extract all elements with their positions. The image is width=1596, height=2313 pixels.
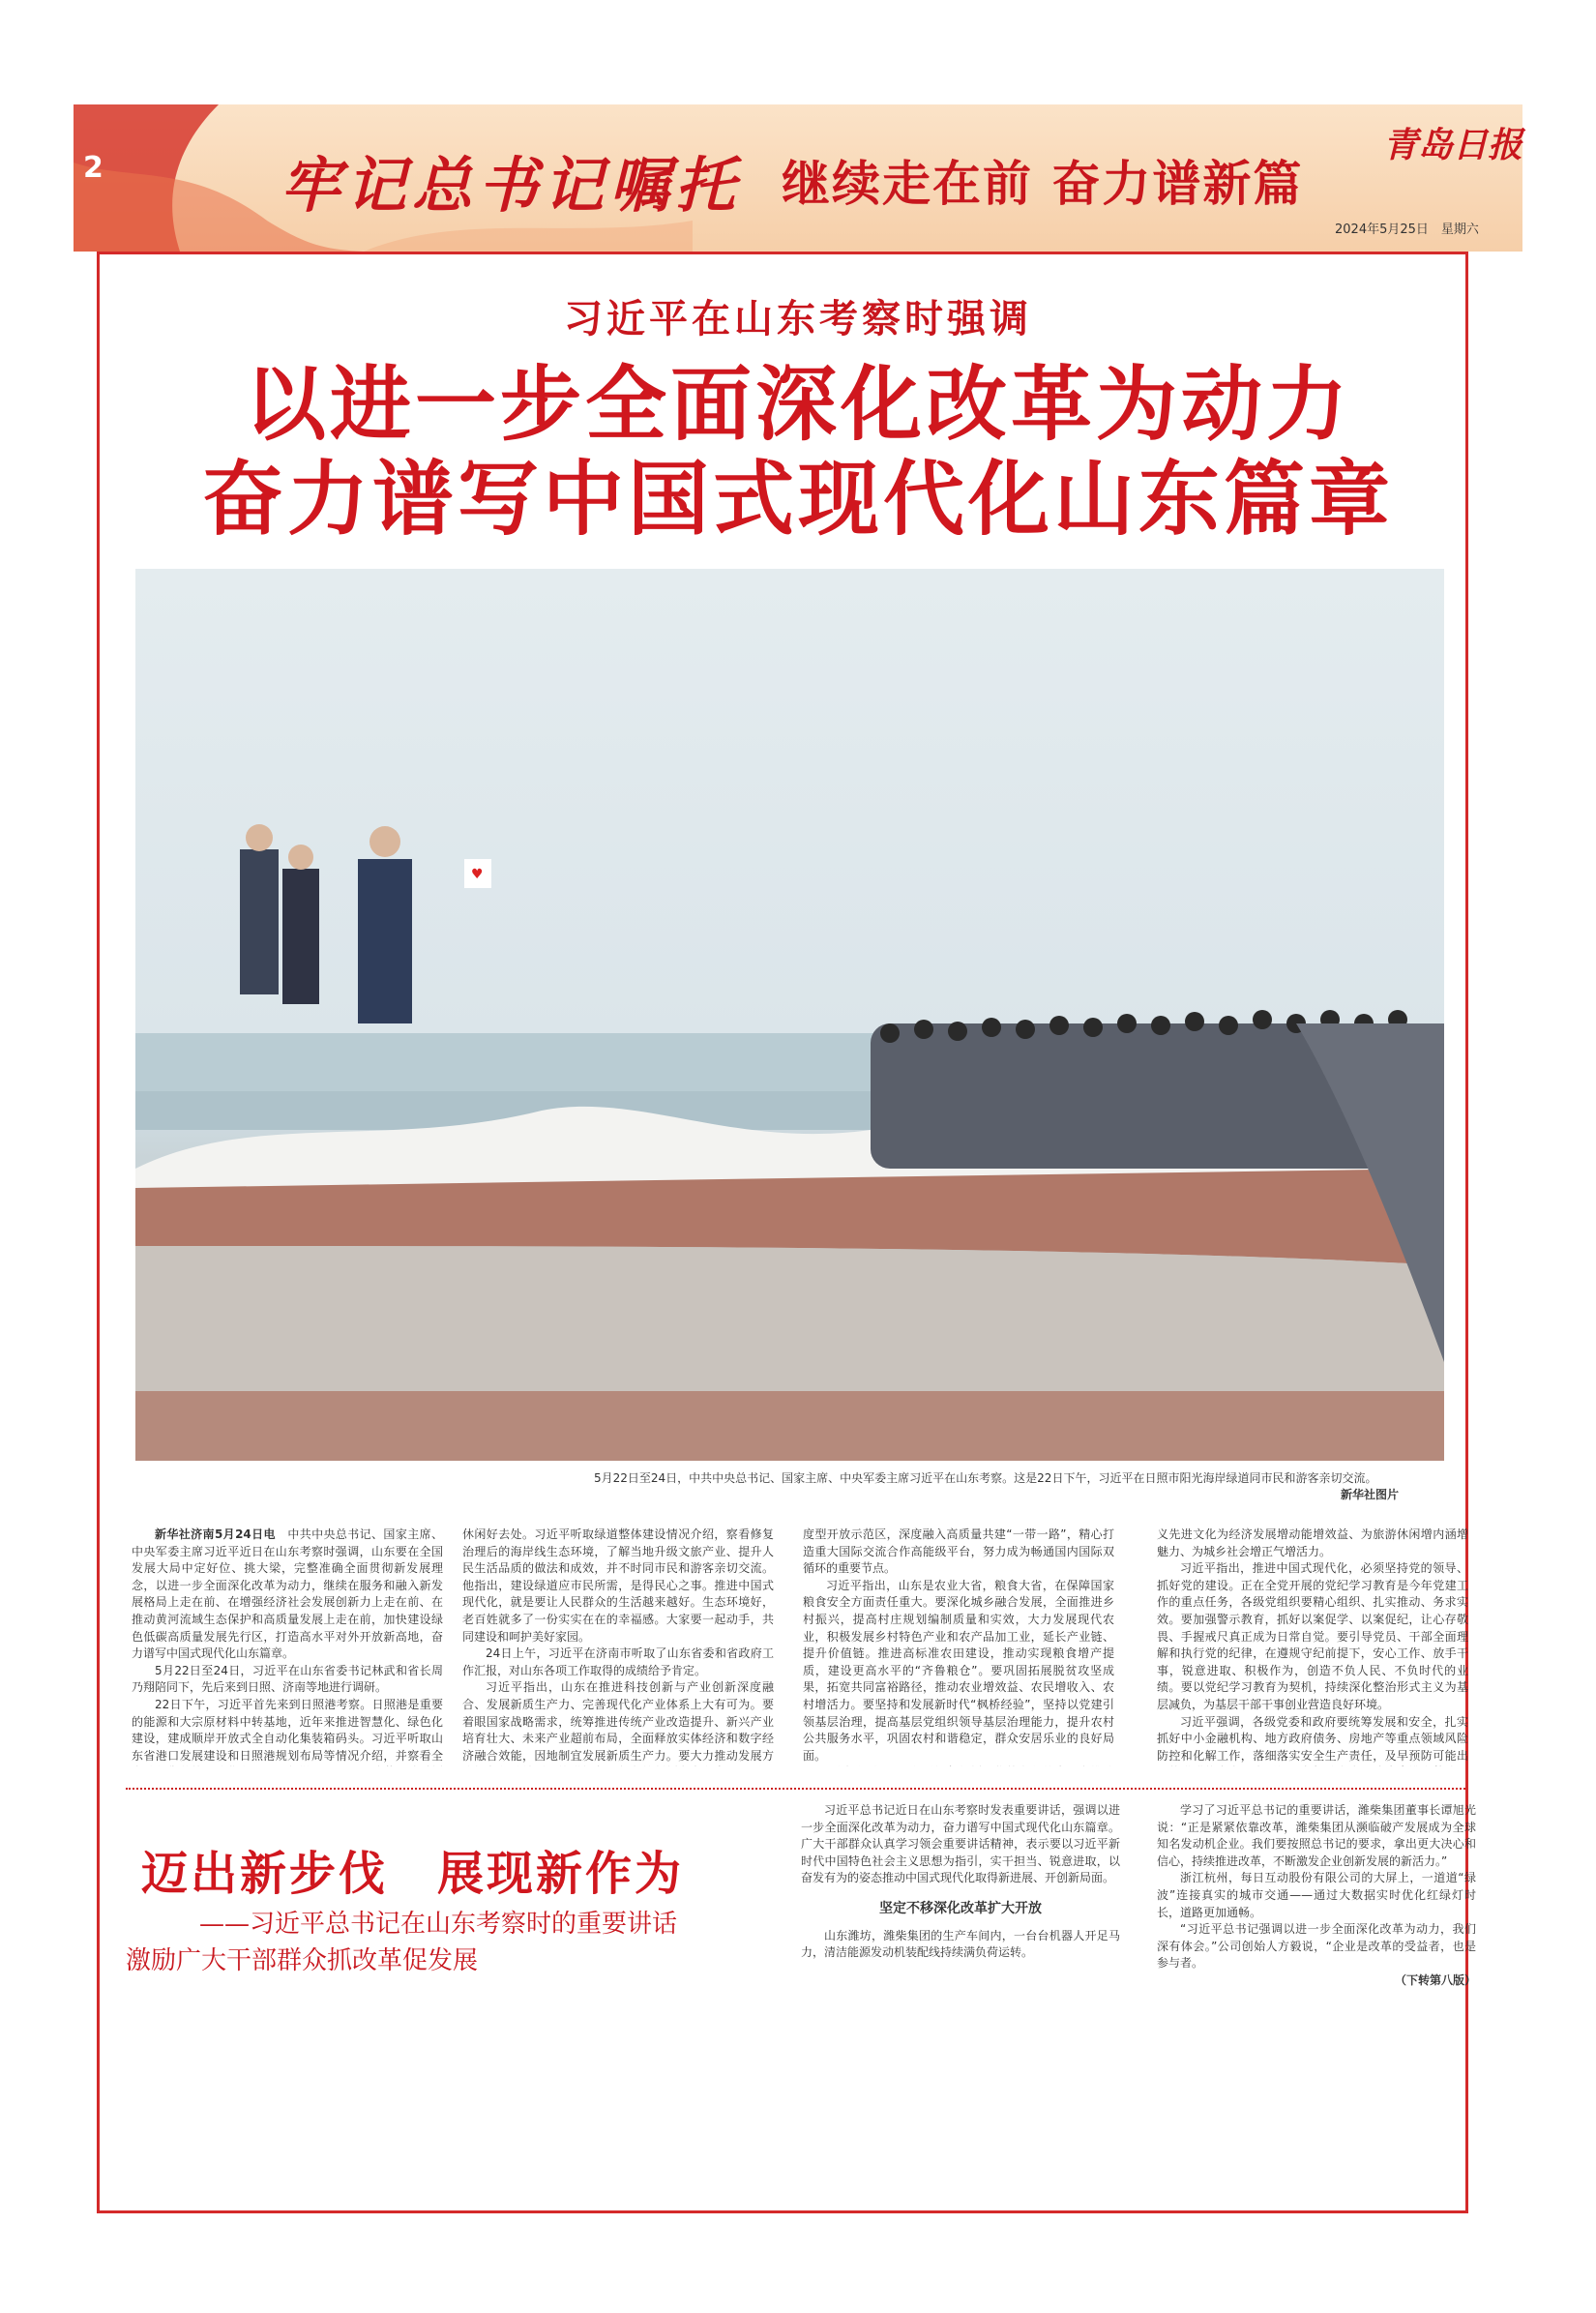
- paragraph: 22日下午，习近平首先来到日照港考察。日照港是重要的能源和大宗原材料中转基地，近年来推进智慧化、绿色化建设，建成顺岸开放式全自动化集装箱码头。习近平听取山东省港口发展建设和日照港规划布局等情况介绍，并察看全: [132, 1697, 443, 1763]
- paragraph: 习近平指出，山东是农业大省，粮食大省，在保障国家粮食安全方面责任重大。要深化城乡融合发展，全面推进乡村振兴，提高村庄规划编制质量和实效，大力发展现代农业，积极发展乡村特色产业和农产品加工业，延长产业链、提升价值链。推进高标准农田建设，推动实现粮食增产提质，建设更高水平的“齐鲁粮仓”。要巩固拓展脱贫攻坚成果，拓宽共同富裕路径，推动农业增效益、农民增收入、农村增活力。要坚持和发展新时代“枫桥经验”，坚持以党建引领基层治理，提高基层党组织领导基层治理能力，提升农村公共服务水平，巩固农村和谐稳定，群众安居乐业的良好局面。: [803, 1578, 1114, 1763]
- feature-title: 迈出新步伐 展现新作为: [141, 1847, 685, 1901]
- paragraph: 休闲好去处。习近平听取绿道整体建设情况介绍，察看修复治理后的海岸线生态环境，了解当地升级文旅产业、提升人民生活品质的做法和成效，并不时同市民和游客亲切交流。他指出，建设绿道应市民所需，是得民心之事。推进中国式现代化，就是要让人民群众的生活越来越好。生态环境好，老百姓就多了一份实实在在的幸福感。大家要一起动手，共同建设和呵护美好家园。: [462, 1527, 774, 1644]
- issue-date: 2024年5月25日 星期六: [1335, 222, 1479, 237]
- frame-border-left: [97, 252, 100, 2213]
- paragraph: 学习了习近平总书记的重要讲话，潍柴集团董事长谭旭光说：“正是紧紧依靠改革，潍柴集团从濒临破产发展成为全球知名发动机企业。我们要按照总书记的要求，拿出更大决心和信心，持续推进改革，不断激发企业创新发展的新活力。”: [1157, 1803, 1476, 1868]
- frame-border-bottom: [97, 2210, 1468, 2213]
- paragraph: 新华社济南5月24日电 中共中央总书记、国家主席、中央军委主席习近平近日在山东考察时强调，山东要在全国发展大局中定好位、挑大梁，完整准确全面贯彻新发展理念，以进一步全面深化改革为动力，继续在服务和融入新发展格局上走在前、在增强经济社会发展创新力上走在前、在推动黄河流域生态保护和高质量发展上走在前，加快建设绿色低碳高质量发展先行区，打造高水平对外开放新高地，奋力谱写中国式现代化山东篇章。: [132, 1527, 443, 1661]
- lead-photo: [135, 569, 1444, 1461]
- paragraph: 义先进文化为经济发展增动能增效益、为旅游休闲增内涵增魅力、为城乡社会增正气增活力。: [1157, 1527, 1468, 1558]
- paragraph: 24日上午，习近平在济南市听取了山东省委和省政府工作汇报，对山东各项工作取得的成绩给予肯定。: [462, 1646, 774, 1677]
- paragraph: [803, 1764, 1114, 1766]
- frame-border-top: [97, 252, 1468, 254]
- section-calligraphy-title: 牢记总书记嘱托: [281, 150, 742, 221]
- body-column-3: [803, 1527, 1114, 1766]
- paragraph: 度型开放示范区，深度融入高质量共建“一带一路”，精心打造重大国际交流合作高能级平台，努力成为畅通国内国际双循环的重要节点。: [803, 1527, 1114, 1576]
- page-number: 2: [83, 151, 103, 185]
- paragraph: 习近平总书记近日在山东考察时发表重要讲话，强调以进一步全面深化改革为动力，奋力谱写中国式现代化山东篇章。广大干部群众认真学习领会重要讲话精神，表示要以习近平新时代中国特色社会主义思想为指引，实干担当、锐意进取，以奋发有为的姿态推动中国式现代化取得新进展、开创新局面。: [801, 1803, 1120, 1885]
- feature-subtitle-2: 激励广大干部群众抓改革促发展: [126, 1946, 479, 1975]
- body-column-1: [132, 1527, 443, 1766]
- section-slogan: 继续走在前 奋力谱新篇: [782, 155, 1304, 212]
- newspaper-masthead: 青岛日报: [1383, 125, 1523, 165]
- svg-text:♥: ♥: [471, 867, 484, 882]
- feature-subtitle: ——习近平总书记在山东考察时的重要讲话: [199, 1910, 678, 1939]
- photo-caption: 5月22日至24日，中共中央总书记、国家主席、中央军委主席习近平在山东考察。这是22日下午，习近平在日照市阳光海岸绿道同市民和游客亲切交流。: [594, 1471, 1377, 1485]
- body-column-4: [1157, 1527, 1468, 1766]
- feature-column-2: [1157, 1802, 1476, 2199]
- article-title-line1: 以进一步全面深化改革为动力: [244, 356, 1351, 452]
- paragraph: 习近平强调，各级党委和政府要统筹发展和安全，扎实抓好中小金融机构、地方政府债务、房地产等重点领域风险防控和化解工作，落细落实安全生产责任，及早预防可能出: [1157, 1714, 1468, 1763]
- article-title-line2: 奋力谱写中国式现代化山东篇章: [201, 451, 1394, 547]
- body-column-2: [462, 1527, 774, 1766]
- photo-credit: 新华社图片: [1341, 1488, 1400, 1501]
- continued-note: （下转第八版）: [1394, 1972, 1476, 1987]
- paragraph: 浙江杭州，每日互动股份有限公司的大屏上，一道道“绿波”连接真实的城市交通——通过大数据实时优化红绿灯时长，道路更加通畅。: [1157, 1871, 1476, 1919]
- section-divider: [126, 1788, 1465, 1790]
- paragraph: 5月22日至24日，习近平在山东省委书记林武和省长周乃翔陪同下，先后来到日照、济南等地进行调研。: [132, 1663, 443, 1695]
- paragraph: 习近平指出，推进中国式现代化，必须坚持党的领导、抓好党的建设。正在全党开展的党纪学习教育是今年党建工作的重点任务，各级党组织要精心组织、扎实推动、务求实效。要加强警示教育，抓好以案促学、以案促纪，让心存敬畏、手握戒尺真正成为日常自觉。要引导党员、干部全面理解和执行党的纪律，在遵规守纪前提下，安心工作、放手干事，锐意进取、积极作为，创造不负人民、不负时代的业绩。要以党纪学习教育为契机，持续深化整治形式主义为基层减负，为基层干部干事创业营造良好环境。: [1157, 1561, 1468, 1711]
- feature-column-1: [801, 1802, 1120, 2199]
- article-kicker: 习近平在山东考察时强调: [564, 296, 1032, 341]
- dateline: 新华社济南5月24日电: [155, 1527, 276, 1541]
- paragraph: “习近平总书记强调以进一步全面深化改革为动力，我们深有体会。”公司创始人方毅说，“企业是改革的受益者，也是参与者。: [1157, 1922, 1476, 1971]
- paragraph: 习近平指出，山东在推进科技创新与产业创新深度融合、发展新质生产力、完善现代化产业体系上大有可为。要着眼国家战略需求，统筹推进传统产业改造提升、新兴产业培育壮大、未来产业超前布局，全面释放实体经济和数字经济融合效能，因地制宜发展新质生产力。要大力推动发展方: [462, 1680, 774, 1763]
- feature-subhead: 坚定不移深化改革扩大开放: [879, 1900, 1042, 1916]
- paragraph: 山东潍坊，潍柴集团的生产车间内，一台台机器人开足马力，清洁能源发动机装配线持续满负荷运转。: [801, 1928, 1120, 1960]
